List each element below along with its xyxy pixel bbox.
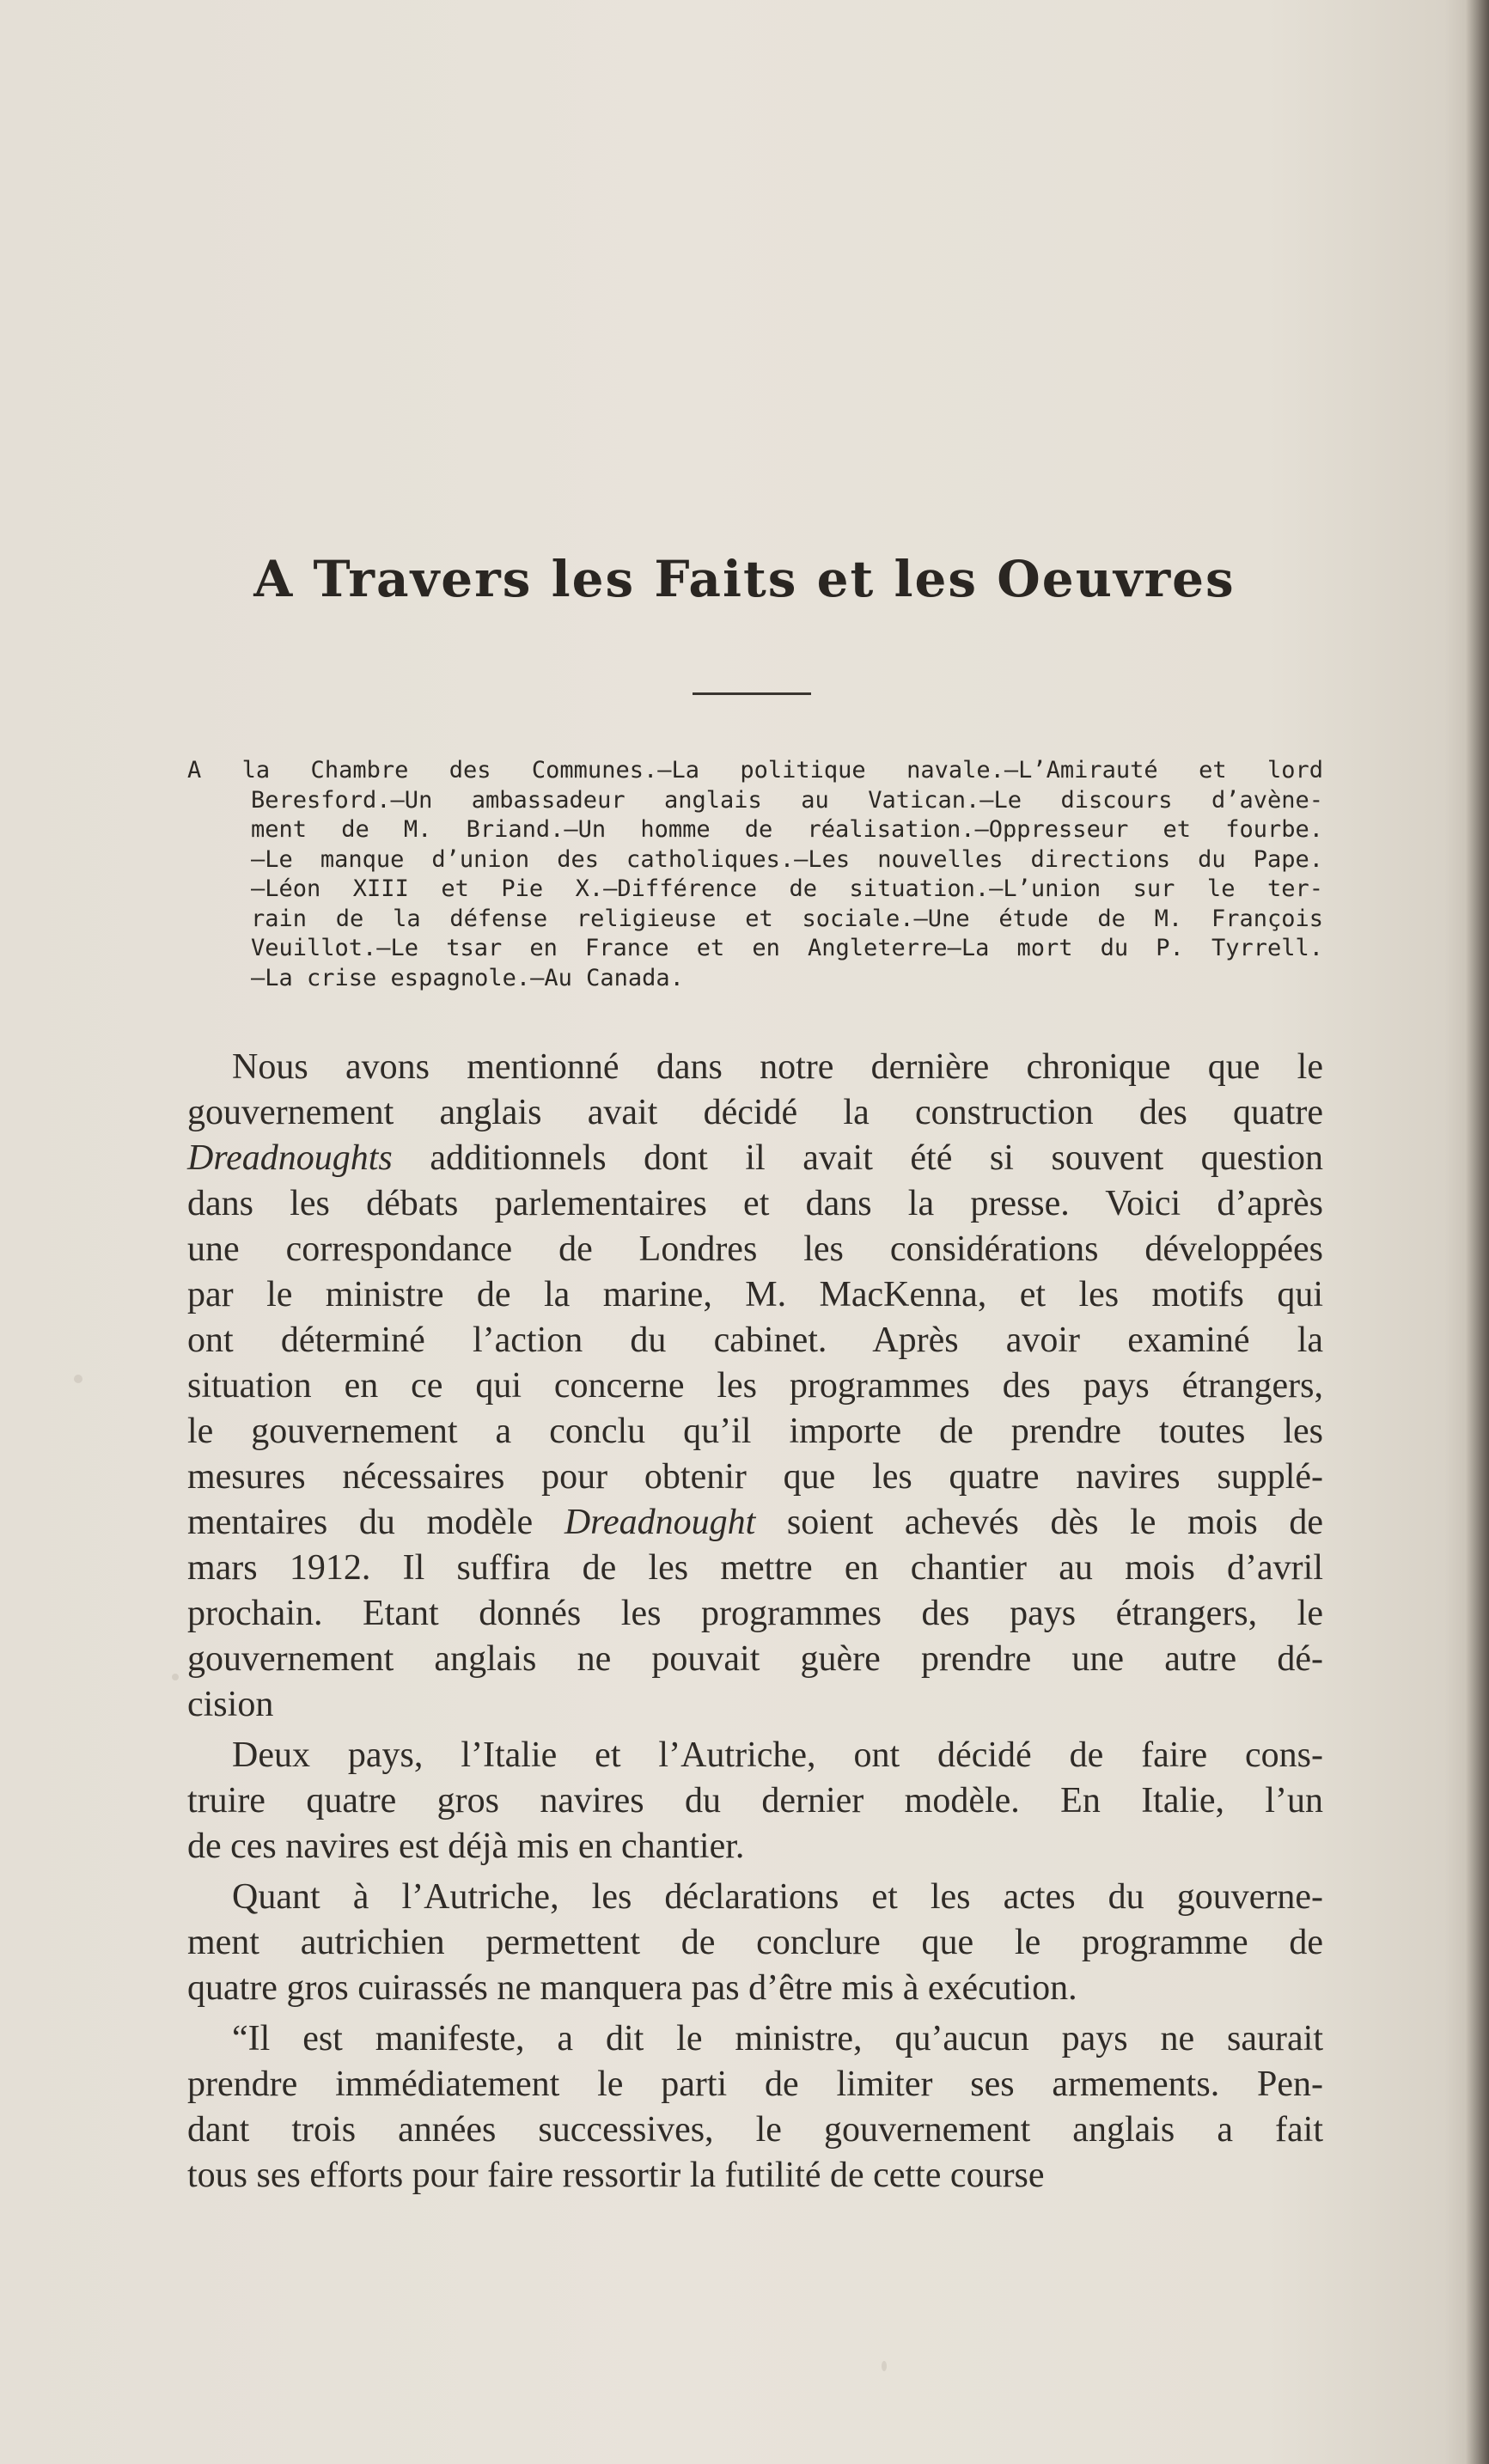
text-line: cision [187, 1685, 274, 1724]
paper-stain [74, 1375, 82, 1383]
text-line: Nous avons mentionné dans notre dernière chronique que le [232, 1047, 1323, 1087]
text-line: situation en ce qui concerne les programmes des pays étrangers, [187, 1366, 1323, 1406]
text-line: prochain. Etant donnés les programmes des pays étrangers, le [187, 1594, 1323, 1633]
article-body [187, 1045, 1323, 2204]
summary-line: Beresford.—Un ambassadeur anglais au Vatican.—Le discours d’avène- [251, 786, 1323, 814]
text-line: ont déterminé l’action du cabinet. Après avoir examiné la [187, 1320, 1323, 1360]
summary-line: rain de la défense religieuse et sociale.—Une étude de M. François [251, 905, 1323, 932]
paper-stain [172, 1674, 179, 1680]
summary-line: Veuillot.—Le tsar en France et en Angleterre—La mort du P. Tyrrell. [251, 935, 1323, 961]
text-line: truire quatre gros navires du dernier modèle. En Italie, l’un [187, 1781, 1323, 1821]
text-line: Dreadnoughts additionnels dont il avait été si souvent question [187, 1138, 1323, 1178]
text-line: mesures nécessaires pour obtenir que les quatre navires supplé- [187, 1457, 1323, 1497]
italic-term: Dreadnoughts [187, 1138, 393, 1178]
summary-line: ment de M. Briand.—Un homme de réalisation.—Oppresseur et fourbe. [251, 816, 1323, 843]
text-line: Deux pays, l’Italie et l’Autriche, ont décidé de faire cons- [232, 1735, 1323, 1775]
heading-divider [693, 692, 811, 695]
page-edge-shadow [1465, 0, 1489, 2464]
paragraph [187, 2016, 1323, 2199]
italic-term: Dreadnought [564, 1503, 756, 1542]
text-line: par le ministre de la marine, M. MacKenna, et les motifs qui [187, 1275, 1323, 1314]
summary-line: A la Chambre des Communes.—La politique navale.—L’Amirauté et lord [187, 757, 1323, 784]
summary-line: —Le manque d’union des catholiques.—Les nouvelles directions du Pape. [251, 845, 1323, 873]
text-line: dant trois années successives, le gouvernement anglais a fait [187, 2110, 1323, 2150]
text-line: prendre immédiatement le parti de limiter ses armements. Pen- [187, 2065, 1323, 2104]
summary-line: —La crise espagnole.—Au Canada. [251, 964, 684, 991]
section-heading: A Travers les Faits et les Oeuvres [253, 550, 1236, 608]
text-line: mars 1912. Il suffira de les mettre en chantier au mois d’avril [187, 1548, 1323, 1588]
text-line: “Il est manifeste, a dit le ministre, qu’aucun pays ne saurait [232, 2019, 1323, 2058]
text-line: Quant à l’Autriche, les déclarations et les actes du gouverne- [232, 1877, 1323, 1917]
paper-stain [882, 2361, 887, 2371]
text-line: le gouvernement a conclu qu’il importe de prendre toutes les [187, 1412, 1323, 1451]
text-line: tous ses efforts pour faire ressortir la futilité de cette course [187, 2156, 1045, 2195]
chapter-summary [187, 756, 1323, 993]
text-line: ment autrichien permettent de conclure que le programme de [187, 1923, 1323, 1962]
paragraph [187, 1875, 1323, 2011]
text-line: une correspondance de Londres les considérations développées [187, 1229, 1323, 1269]
text-line: de ces navires est déjà mis en chantier. [187, 1827, 745, 1866]
text-line: gouvernement anglais ne pouvait guère prendre une autre dé- [187, 1639, 1323, 1679]
text-line: mentaires du modèle Dreadnought soient achevés dès le mois de [187, 1503, 1323, 1542]
paragraph [187, 1733, 1323, 1869]
summary-line: —Léon XIII et Pie X.—Différence de situation.—L’union sur le ter- [251, 875, 1323, 902]
text-line: gouvernement anglais avait décidé la construction des quatre [187, 1093, 1323, 1132]
text-line: quatre gros cuirassés ne manquera pas d’être mis à exécution. [187, 1968, 1077, 2008]
paragraph [187, 1045, 1323, 1728]
text-line: dans les débats parlementaires et dans la presse. Voici d’après [187, 1184, 1323, 1223]
